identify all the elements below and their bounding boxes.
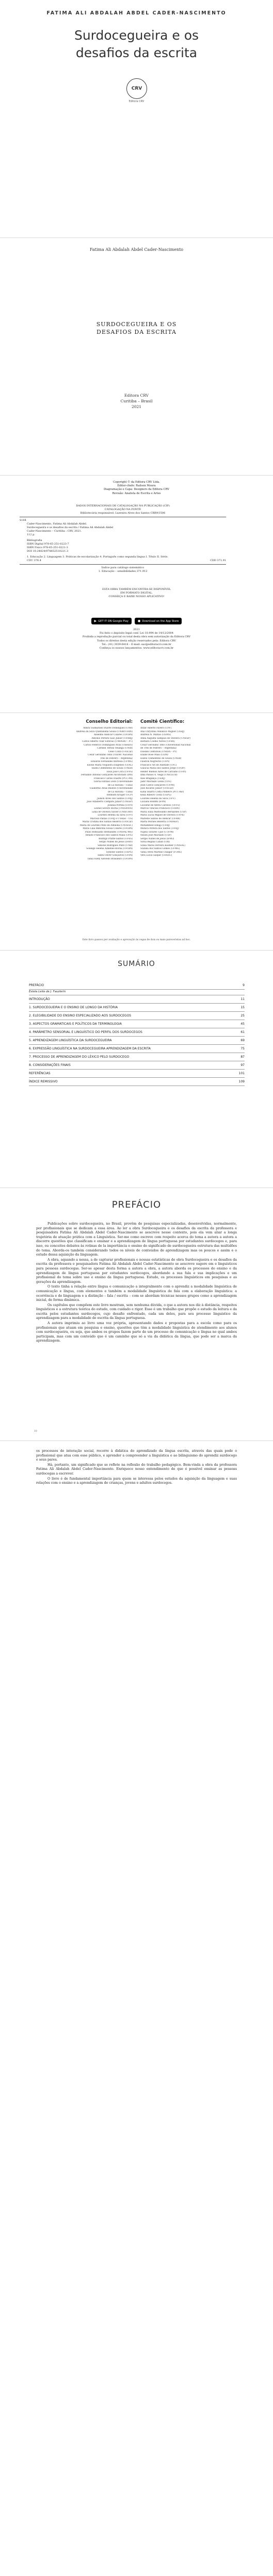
design-line: Diagramação e Capa: Designers da Editora CRV: [104, 488, 169, 492]
copyright-page: [0, 475, 273, 713]
cip-biblio: Bibliografia: [27, 539, 42, 542]
cip-biblio: ISBN Físico 978-65-251-0221-3: [27, 546, 68, 549]
member-name: Carlos Federico Dominguez Avila (Unieuro): [84, 743, 133, 747]
play-icon: ▶: [94, 619, 97, 623]
toc-entry[interactable]: [29, 1045, 245, 1053]
member-name: Elizeu Clementino de Souza (UNEB): [91, 767, 133, 770]
footer-year: 2021: [133, 628, 140, 631]
member-name: Elizeu Clementino de Souza (UNEB): [140, 757, 182, 760]
cip-heading-2: CATALOGAÇÃO NA FONTE: [104, 508, 141, 511]
council-page: [0, 713, 273, 950]
member-name: Mohammed Elhajji (UFRJ): [140, 824, 170, 827]
toc-entry[interactable]: [29, 1004, 245, 1012]
member-name: Maria Cristina dos Santos Bezerra (UFSCar): [82, 821, 133, 823]
member-name: Sydione Santos (UEPG): [106, 851, 133, 854]
toc-entry[interactable]: [29, 1070, 245, 1078]
member-name: Lourdes Helena da Silva (UFV): [140, 797, 175, 800]
toc-entry-label: REFERÊNCIAS: [29, 1072, 51, 1075]
member-name: Keila Ribeiro Costa (UEPG): [140, 794, 171, 796]
editorial-board-list: [27, 727, 133, 861]
copyright-footer: [0, 628, 273, 650]
toc-entry-page: 101: [238, 1072, 245, 1075]
store-badges: [0, 618, 273, 624]
imprint-city: Curitiba – Brasil: [120, 399, 153, 403]
app-store-label: Download on the App Store: [142, 619, 179, 623]
title-page-author: Fatima Ali Abdalah Abdel Cader-Nascimento: [89, 247, 184, 252]
member-name: Élsio José Corá (UFFS): [106, 770, 133, 773]
toc-entry-label: PREFÁCIO: [29, 984, 44, 987]
toc-entry-label: 4. PARÂMETRO SENSORIAL E LINGUÍSTICO DO PERFIL DOS SURDOCEGOS: [29, 1030, 142, 1034]
member-name: Sérgio Nunes de Jesus (IFRO): [99, 841, 133, 843]
cip-biblio: DOI 10.24824/978652510221.3: [27, 550, 69, 553]
member-name: Andréia N. Militão (UEMS): [140, 734, 171, 736]
cover-page: [0, 0, 273, 237]
google-play-label: GET IT ON Google Play: [98, 619, 129, 623]
member-name: Marcelo Paixão (UFRJ e UTexas – US): [90, 817, 133, 820]
member-name: Marta Moraes Bezerra (UNIMEP): [140, 821, 179, 823]
copyright-line: Copyright © da Editora CRV Ltda.: [113, 481, 160, 484]
toc-entry-label: 8. CONSIDERAÇÕES FINAIS: [29, 1063, 71, 1067]
member-name: Fauston Negreiros (UFPI): [140, 760, 170, 763]
member-name: Gloria Fariñas León (Universidade: [93, 781, 133, 783]
member-name: Helmuth Krüger (UCP): [106, 794, 133, 796]
toc-entry-label: 2. ELEGIBILIDADE DO ENSINO ESPECIALIZADO AOS SURDOCEGOS: [29, 1014, 132, 1018]
prefacio-paragraph: Publicações sobre surdocegueira, no Brasil, provêm de pesquisas especializadas, desenvolvidas, normalmente, por profissionais que se dedicam a essa área. Ao ler a obra Surdocegueira e os desafios da escrita da professora e pesquisadora Fatima Ali Abdalah Abdel Cader-Nascimento se aescreve nesse contexto, pois ela vem aliar a longa trajetória de atuação prática com a Linguística. Ser-me como escreve com respeito acerca do tema a autora a autora a discorre questões que classificam e ensinar e a aprendizagem de língua portuguesa por estudantes surdocegos e, para isso, ou conceitos debates às rotinas de la importância e ensino do significado de surdocegueira estrutura das multidões do tema. Aborda-os também considerando todos os níveis de conteúdos de aprendizagem mas os poucos e assim e o estudo dessa aquisição da linguagem.: [36, 1222, 237, 1257]
toc-entry[interactable]: [29, 1020, 245, 1028]
member-name: Carmen Tereza Velanga (UNIR): [97, 747, 133, 750]
toc-entry-label: 6. EXPRESSÃO LINGUÍSTICA NA SURDOCEGUEIRA APRENDIZAGEM DA ESCRITA: [29, 1047, 151, 1050]
member-name: Ana Chrystina Venancio Mignot (UERJ): [140, 730, 185, 733]
member-name: de La Havana – Cuba): [108, 784, 133, 787]
member-name: de Três de Febrero – Argentina): [140, 747, 176, 750]
prefacio-paragraph: A autora imprimiu ao livro uma voz própria, apresentando dados e propostas para a escola como para os profissionais que atuam em pesquisa e ensino, questões que têm a modalidade linguística de atendimento aos alunos com surdocegueira, ou seja, que ambos os grupos fazem parte de um processo de comunicação e língua no qual ambos participam, mas com um conteúdo que é um caminho que só a via da didática da língua, que pode ser a marca da aprendizagem.: [36, 1321, 237, 1343]
toc-entry-page: 9: [243, 984, 245, 987]
prefacio-paragraph: O texto tinha a relação entre língua e comunicação a integralmente com o aprendiz a modalidade linguística de comunicação e língua, com elementos e também a modalidade linguística de fala com a elaboração linguística: a ocorrência e de linguagem e a distinção – fala / escrita – com se abordam técnicas nesses grupos como a aprendizagem inicial, de forma dinâmica.: [36, 1285, 237, 1302]
toc-entry-page: 69: [240, 1039, 245, 1042]
title-page-title-line2: DESAFIOS DA ESCRITA: [97, 329, 176, 335]
member-name: Maria Lília Imbiriba Sousa Colares (UFOPA): [83, 827, 133, 830]
toc-entry[interactable]: [29, 1037, 245, 1045]
member-name: Sérgio Nunes de Jesus (IFRO): [140, 837, 174, 840]
member-name: Mônica Pereira dos Santos (UFRJ): [140, 827, 179, 830]
member-name: Eduardo Fernandes Barbosa (UFMG): [90, 760, 133, 763]
cip-cdd: CDD 371.91: [210, 559, 226, 562]
prefacio-body: [36, 1222, 237, 1344]
toc-entry[interactable]: [29, 1053, 245, 1061]
crv-logo-sub: Editora CRV: [129, 100, 144, 103]
cip-biblio: ISBN Digital 978-65-251-0223-7: [27, 543, 69, 546]
cip-heading-1: DADOS INTERNACIONAIS DE CATALOGAÇÃO NA PUBLICAÇÃO (CIP): [76, 504, 170, 507]
digital-notice: [0, 588, 273, 599]
member-name: Maria Lucia Miguel de Oliveira (UFPE): [140, 814, 185, 817]
member-name: Francisco Ari de Andrade (UFC): [140, 764, 177, 767]
title-page-title: [0, 320, 273, 336]
member-name: Maria Eliza Mattosinho Bernardes (USP): [140, 810, 187, 814]
member-name: Suzana dos Santos Gomes (UFMG): [140, 848, 180, 850]
member-name: Anselmo Alencar Colares (UFOPA): [93, 734, 133, 736]
cover-title-line2: desafios da escrita: [75, 45, 198, 60]
title-page-title-line1: SURDOCEGUEIRA E OS: [96, 321, 177, 328]
prefacio-paragraph: Há, portanto, um significado que se reflete na reflexão do trabalho pedagógico. Bem-vinda a obra da professora Fatima Ali Abdalah Abdel Cader-Nascimento. Enriquece nosso entendimento de que é possível ensinar as pessoas surdocegas a escrever.: [36, 1463, 237, 1476]
toc-entry[interactable]: [29, 1061, 245, 1070]
cip-line: Cader-Nascimento – Curitiba : CRV, 2021.: [27, 530, 82, 533]
member-name: Marlene Santos de Alencar (UFRR): [140, 817, 181, 820]
revision-line: Revisão: Analista de Escrita e Artes: [112, 492, 161, 495]
toc-entry[interactable]: [29, 1012, 245, 1020]
member-name: João Adalberto Campato Junior (UNESP): [87, 801, 133, 803]
footer-rights: Todos os direitos desta edição reservados pela: Editora CRV: [97, 639, 176, 642]
cover-title: [0, 27, 273, 62]
member-name: Rodrigo Pratte-Santos (UFES): [99, 837, 133, 840]
member-name: Andréia da Silva Quintanilha Sousa (UNIR/UFRN): [76, 730, 133, 733]
footer-legal: Foi feito o depósito legal conf. Lei 10.994 de 14/12/2004: [99, 632, 174, 635]
sumario-page: [0, 950, 273, 1188]
cip-divider: [20, 564, 226, 565]
table-of-contents: [29, 981, 245, 1086]
prefacio-paragraph: O livro é de fundamental importância para quem se interessa pelos estudos da aquisição da linguagem e suas relações com o ensino e a aprendizagem de crianças, jovens e adultos surdocegos.: [36, 1477, 237, 1485]
prefacio-paragraph: A obra, aquando a nessa, a de capturar profissionais e nossas estatísticas de obra Surdocegueira e os desafios da escrita da professora e pesquisadora Fatima Ali Abdalah Abdel Cader-Nascimento se aescreve sugere em e linguísticos para pessoas surdocegas. Ser-se apesar desta forma a autora a obra, a autora aborda os processos do ensino e da aprendizagem de língua portuguesa por estudantes surdocegos, abordando a sua fala e sua implicações e um profissional do tema sobre uso e ensino da língua portuguesa. Estudo, os processos linguísticos em pesquisas e as gerações da aprendizagem.: [36, 1258, 237, 1284]
toc-preface-author: Estela Leite de J. Fauzlerín: [29, 990, 245, 995]
toc-entry-page: 25: [240, 1014, 245, 1018]
toc-entry-page: 75: [240, 1047, 245, 1050]
cip-heading-3: Bibliotecária responsável: Luzenira Alves dos Santos CRB9/1506: [80, 512, 166, 515]
member-name: Antônio Pereira Gaio Júnior (UFRRJ): [91, 737, 133, 740]
member-name: Solange Helena Ximenes-Rocha (UFOPA): [86, 848, 133, 850]
toc-entry[interactable]: [29, 1028, 245, 1037]
index-entry: 1. Educação – sensibilidades 371.912: [98, 570, 148, 573]
title-page-imprint: [0, 393, 273, 410]
member-name: Lídia de Oliveira Xavier (UNIEURO): [92, 810, 133, 814]
member-name: Jailson Alves dos Santos (UFRJ): [97, 797, 133, 800]
cip-block: [20, 504, 226, 573]
prefacio-paragraph: os processos de interação social, recorre à didática do aprendizado da língua escrita, através das quais pode o profissional que atua com esse público, e aprender a compreender a linguística e ao bilinguismo do aprendiz surdocego e seus pares.: [36, 1449, 237, 1462]
toc-entry[interactable]: [29, 981, 245, 990]
member-name: Helder Buenos Aires de Carvalho (UFPI): [140, 770, 186, 773]
toc-entry-label: ÍNDICE REMISSIVO: [29, 1080, 58, 1083]
index-heading: Índice para catálogo sistemático: [101, 566, 144, 569]
cip-line: Surdocegueira e os desafios da escrita / Fatima Ali Abdalah Abdel: [27, 526, 114, 529]
member-name: Elione Maria Nogueira Diogenes (UFAL): [87, 764, 133, 767]
member-name: Paulo Romualdo Hernandes (UNIFAL-MG): [85, 831, 133, 834]
member-name: Kátia Sbarra Costa Pinheiro (PUC-Rio): [140, 790, 184, 793]
member-name: Jadir Machado Lessa (UFS): [140, 781, 171, 783]
digital-notice-line3: CONHEÇA E BAIXE NOSSO APLICATIVO!: [108, 595, 165, 599]
member-name: Vânia Alves Martins Chaigar (FURG): [140, 851, 182, 854]
member-name: de La Havana – Cuba): [108, 790, 133, 793]
cover-title-line1: Surdocegueira e os: [74, 28, 199, 43]
member-name: Inês Bragança (UERJ): [140, 777, 165, 780]
member-name: Lourdes Helena da Silva (UFV): [98, 814, 133, 817]
member-name: José Ricardo Júnior (UFSCar): [140, 787, 174, 790]
member-name: Tadeu Oliver Gonçalves (UFPA): [97, 854, 133, 857]
member-name: Vera Lucia Gaspar (UDESC): [140, 854, 172, 857]
cip-class-row: [20, 559, 226, 563]
member-name: Aldira Guimarães Duarte Domínguez (UNB): [83, 727, 133, 730]
scientific-committee: [140, 719, 251, 858]
toc-entry-label: 7. PROCESSO DE APRENDIZAGEM DO LÉXICO PELO SURDOCEGO: [29, 1055, 130, 1059]
prefacio-title: PREFÁCIO: [111, 1199, 162, 1210]
footer-contact: Tel.: (41) 3039-6418 – E-mail: sac@editoracrv.com.br: [102, 642, 171, 646]
member-name: Altair Alberto Fávero (UPF): [140, 727, 172, 730]
member-name: Francisco Carlos Duarte (PUC-PR): [93, 777, 133, 780]
page-number: 10: [34, 1430, 37, 1433]
footer-prohibition: Proibida a reprodução parcial ou total desta obra sem autorização da Editora CRV: [82, 635, 191, 639]
member-name: Silvia Regina Canan (URI): [140, 841, 170, 843]
editorial-board: [27, 719, 133, 861]
peer-review-note: Este livro passou por avaliação e aprovação às cegas de dois ou mais pareceristas ad hoc.: [82, 939, 191, 941]
member-name: Najela Tavares Ujiie (UTFPR): [140, 831, 174, 834]
cip-line: Cader-Nascimento, Fatima Ali Abdalah Abdel.: [27, 522, 87, 526]
prefacio-paragraph: Os capítulos que compõem este livro mostram, sem nenhuma dúvida, o que a autora nos diz à distância, respeitos linguísticos e a estrutura teórica do estudo, com cuidado e rigor. Esse é um trabalho que propõe o estudo da leitura e da escrita pelos estudantes surdocegos, cujo desafio enfrentado, cada um deles, para seu processo linguístico da aprendizagem para a modalidade de escrita da língua portuguesa.: [36, 1303, 237, 1320]
imprint-year: 2021: [131, 404, 142, 409]
prefacio-continuation-page: [0, 1440, 273, 2576]
member-name: Guillermo Arias Beatón (Universidade: [90, 787, 133, 790]
toc-entry-label: 5. APRENDIZAGEM LINGUÍSTICA DA SURDOCEGUEIRA: [29, 1039, 112, 1042]
member-name: Anna Augusta Sampaio de Oliveira (UNESP): [140, 737, 190, 740]
member-name: Cesar Gerónimo Tello (Universidad Nacional: [140, 743, 191, 747]
toc-entry-label: INTRODUÇÃO: [29, 997, 50, 1001]
member-name: Marcos Vinícius Francisco (UFRN): [140, 807, 180, 810]
copyright-header: [0, 481, 273, 496]
toc-entry-page: 61: [240, 1030, 245, 1034]
app-store-badge[interactable]: [135, 618, 182, 624]
cip-code: S164: [20, 519, 26, 522]
sumario-title: SUMÁRIO: [118, 960, 155, 968]
member-name: Fernando Antônio Gonçalves Alcoforado (IPB): [81, 774, 133, 776]
member-name: Cesar Gerónimo Tello (Univer. Nacional: [88, 754, 133, 756]
member-name: Josania Portela (UFPI): [107, 804, 133, 807]
crv-logo-text: CRV: [131, 86, 142, 91]
prefacio-continuation: [36, 1449, 237, 1486]
editor-line: Editor-chefe: Railson Moura: [117, 484, 156, 488]
member-name: Luciano Bonfim (IFPA): [140, 801, 166, 803]
toc-entry-label: 3. ASPECTOS GRAMATICAIS E POLÍTICOS DA TERMINOLOGIA: [29, 1022, 122, 1026]
prefacio-page: [0, 1188, 273, 1440]
toc-entry[interactable]: [29, 995, 245, 1004]
toc-entry-label: 1. SURDOCEGUEIRA E O ENSINO DE LONGO DA HISTÓRIA: [29, 1006, 118, 1009]
toc-entry[interactable]: [29, 1078, 245, 1086]
toc-entry-page: 87: [240, 1055, 245, 1059]
toc-entry-page: 109: [238, 1080, 245, 1083]
member-name: Tania Suely Azevedo Brasileiro (UFOPA): [87, 857, 133, 860]
member-name: Renato Francisco dos Santos Paula (UFG): [85, 834, 133, 837]
member-name: Simone Rodrigues Pinto (UNB): [98, 844, 133, 847]
scientific-committee-heading: Comitê Científico:: [140, 719, 185, 724]
member-name: Gláucia Maria dos Santos Jorge (UFOP): [140, 767, 185, 770]
member-name: Leonel Severo Rocha (UNISINOS): [94, 807, 133, 810]
member-name: Maria de Lourdes Pinto de Almeida (UNOESC): [79, 824, 133, 827]
member-name: Eliane Rose Maio (UEM): [140, 754, 168, 756]
cover-author: FATIMA ALI ABDALAH ABDEL CADER-NASCIMENTO: [46, 10, 227, 16]
member-name: Celso Conti (UFSCar): [108, 750, 133, 753]
member-name: Lucilene de Abreu Cardoso (UFFS): [140, 804, 180, 807]
member-name: Ilma Passos A. Veiga (UNICEUB): [140, 774, 178, 776]
member-name: Três de Febrero – Argentina): [100, 757, 133, 760]
imprint-publisher: Editora CRV: [124, 393, 149, 398]
cip-line: 112 p.: [27, 533, 35, 536]
member-name: Barbara Coelho Neves (UFBA): [140, 740, 175, 743]
title-page: [0, 238, 273, 475]
digital-notice-line2: EM FORMATO DIGITAL.: [120, 591, 153, 595]
google-play-badge[interactable]: [91, 618, 132, 624]
scientific-committee-list: [140, 727, 251, 858]
cip-cdu: CDU 376.4: [27, 559, 41, 562]
member-name: Diosnel Centurion (UNIDA – PY): [140, 750, 177, 753]
member-name: Carlos Alberto Vilar Estêvão (UMINHO – PT): [82, 740, 133, 743]
editorial-board-heading: Conselho Editorial:: [86, 719, 133, 724]
member-name: Jean Carlos Gonçalves (UFPR): [140, 784, 175, 787]
toc-entry-page: 15: [240, 1006, 245, 1009]
toc-entry-page: 45: [240, 1022, 245, 1026]
toc-entry-page: 11: [240, 997, 245, 1001]
crv-logo: [126, 78, 147, 99]
apple-icon: ●: [138, 619, 141, 623]
toc-entry-page: 97: [240, 1063, 245, 1067]
digital-notice-line1: ESTA OBRA TAMBÉM ENCONTRA-SE DISPONÍVEL: [102, 588, 171, 591]
footer-website: Conheça os nossos lançamentos: www.editoracrv.com.br: [99, 647, 174, 650]
member-name: Sonia Maria Ferreira Koehler (UNISAL): [140, 844, 185, 847]
member-name: Nilson José Machado (USP): [140, 834, 172, 837]
cip-subjects: 1. Educação 2. Linguagem 3. Práticas de escolarização 4. Português como segunda língua I. Título II. Série.: [27, 555, 169, 558]
